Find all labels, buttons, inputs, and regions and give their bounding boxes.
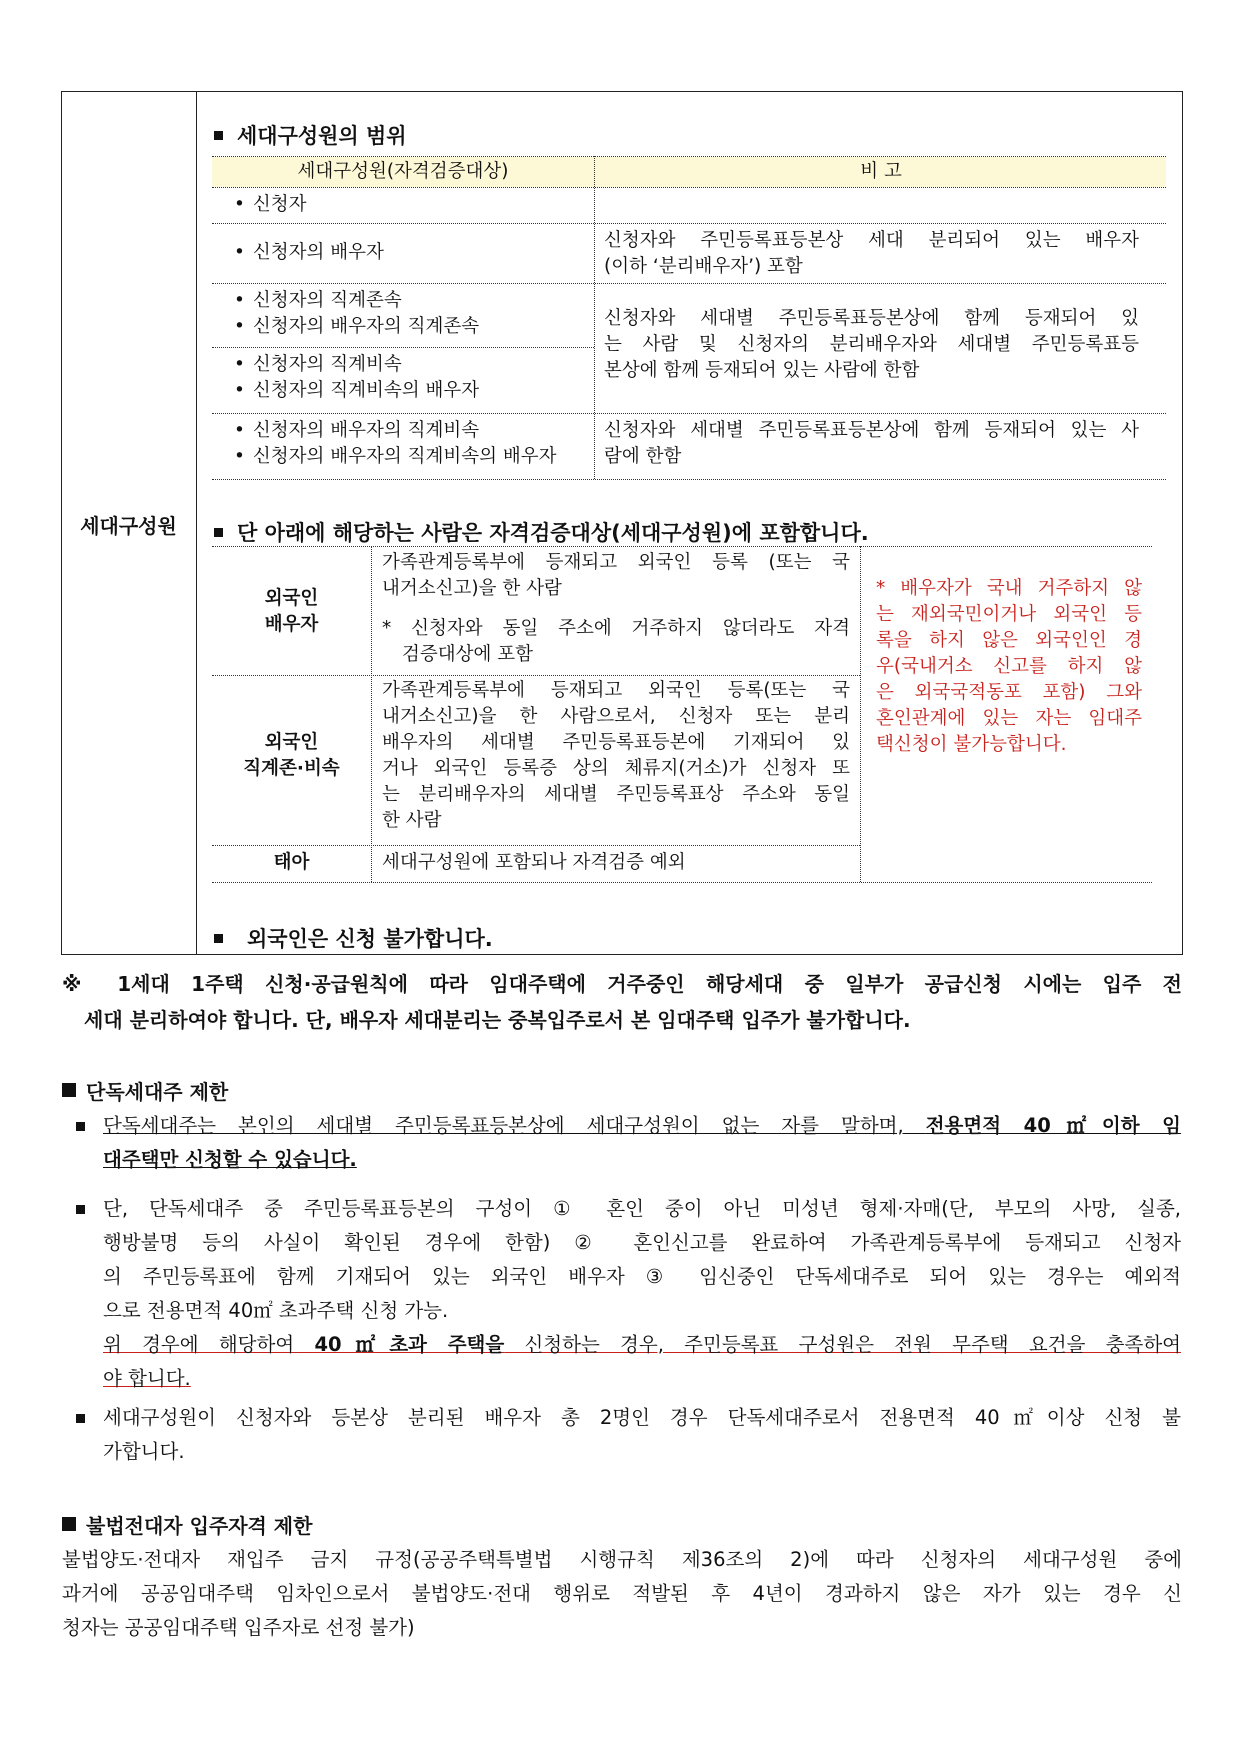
bullet-icon xyxy=(76,1205,85,1214)
square-bullet-icon xyxy=(62,1517,76,1531)
square-bullet-icon xyxy=(214,528,223,537)
desc-foreign-spouse: 가족관계등록부에 등재되고 외국인 등록 (또는 국 내거소신고)을 한 사람 * 신청자와 동일 주소에 거주하지 않더라도 자격 검증대상에 포함 xyxy=(382,552,850,665)
single-household-title: 단독세대주 제한 xyxy=(62,1076,228,1105)
merged-note: 신청자와 세대별 주민등록표등본상에 함께 등재되어 있 는 사람 및 신청자의 분리배우자와 세대별 주민등록표등 본상에 함께 등재되어 있는 사람에 한함 xyxy=(604,308,1139,381)
notice: ※ 1세대 1주택 신청·공급원칙에 따라 임대주택에 거주중인 해당세대 중 일부가 공급신청 시에는 입주 전 세대 분리하여야 합니다. 단, 배우자 세대분리는 중복입주로서 본 임대주택 입주가 불가합니다. xyxy=(62,972,1182,1032)
square-bullet-icon xyxy=(214,934,223,943)
section3-title: 외국인은 신청 불가합니다. xyxy=(214,923,493,953)
table-row: • 신청자의 배우자의 직계비속 • 신청자의 배우자의 직계비속의 배우자 xyxy=(234,418,557,470)
row2-note: 신청자와 주민등록표등본상 세대 분리되어 있는 배우자 (이하 ‘분리배우자’) 포함 xyxy=(604,230,1139,277)
section2-title: 단 아래에 해당하는 사람은 자격검증대상(세대구성원)에 포함합니다. xyxy=(214,517,869,547)
table-row: • 신청자의 배우자 xyxy=(234,240,384,266)
desc-foreign-lineal: 가족관계등록부에 등재되고 외국인 등록(또는 국 내거소신고)을 한 사람으로서, 신청자 또는 분리 배우자의 세대별 주민등록표등본에 기재되어 있 거나 외국인 등록증 상의 체류지(거소)가 신청자 또 는 분리배우자의 세대별 주민등록표상 주소와 동일 한 사람 xyxy=(382,680,850,831)
single-household-bullet-2: 단, 단독세대주 중 주민등록표등본의 구성이 ① 혼인 중이 아닌 미성년 형제·자매(단, 부모의 사망, 실종, 행방불명 등의 사실이 확인된 경우에 한함) ② 혼인신고를 완료하여 가족관계등록부에 등재되고 신청자 의 주민등록표에 함께 기재되어 있는 외국인 배우자 ③ 임신중인 단독세대주로 되어 있는 경우는 예외적 으로 전용면적 40㎡ 초과주택 신청 가능. 위 경우에 해당하여 40㎡초과 주택을 신청하는 경우, 주민등록표 구성원은 전원 무주택 요건을 충족하여 야 합니다. xyxy=(103,1197,1181,1390)
square-bullet-icon xyxy=(214,131,223,140)
red-note: * 배우자가 국내 거주하지 않 는 재외국민이거나 외국인 등 록을 하지 않은 외국인인 경 우(국내거소 신고를 하지 않 은 외국국적동포 포함) 그와 혼인관계에 있는 자는 임대주 택신청이 불가능합니다. xyxy=(876,578,1142,755)
header-members: 세대구성원(자격검증대상) xyxy=(297,161,509,182)
row5-note: 신청자와 세대별 주민등록표등본상에 함께 등재되어 있는 사 람에 한함 xyxy=(604,420,1139,467)
section1-title: 세대구성원의 범위 xyxy=(214,120,407,150)
table-row: • 신청자의 직계비속 • 신청자의 직계비속의 배우자 xyxy=(234,352,479,404)
label-foreign-lineal: 외국인 직계존·비속 xyxy=(243,732,340,779)
single-household-bullet-1: 단독세대주는 본인의 세대별 주민등록표등본상에 세대구성원이 없는 자를 말하며, 전용면적 40㎡이하 임 대주택만 신청할 수 있습니다. xyxy=(103,1114,1182,1171)
illegal-body: 불법양도·전대자 재입주 금지 규정(공공주택특별법 시행규칙 제36조의 2)에 따라 신청자의 세대구성원 중에 과거에 공공임대주택 임차인으로서 불법양도·전대 행위로 적발된 후 4년이 경과하지 않은 자가 있는 경우 신 청자는 공공임대주택 입주자로 선정 불가) xyxy=(62,1548,1182,1639)
table-row: • 신청자 xyxy=(234,192,307,218)
label-fetus: 태아 xyxy=(273,852,310,873)
outer-table-divider xyxy=(196,91,197,955)
table-row: • 신청자의 직계존속 • 신청자의 배우자의 직계존속 xyxy=(234,288,479,340)
square-bullet-icon xyxy=(62,1083,76,1097)
header-notes: 비 고 xyxy=(860,161,902,182)
bullet-icon xyxy=(76,1414,85,1423)
desc-fetus: 세대구성원에 포함되나 자격검증 예외 xyxy=(382,852,686,873)
single-household-bullet-3: 세대구성원이 신청자와 등본상 분리된 배우자 총 2명인 경우 단독세대주로서 전용면적 40㎡이상 신청 불 가합니다. xyxy=(103,1406,1181,1463)
side-label: 세대구성원 xyxy=(80,514,177,538)
bullet-icon xyxy=(76,1122,85,1131)
illegal-title: 불법전대자 입주자격 제한 xyxy=(62,1510,312,1539)
label-foreign-spouse: 외국인 배우자 xyxy=(264,588,319,635)
